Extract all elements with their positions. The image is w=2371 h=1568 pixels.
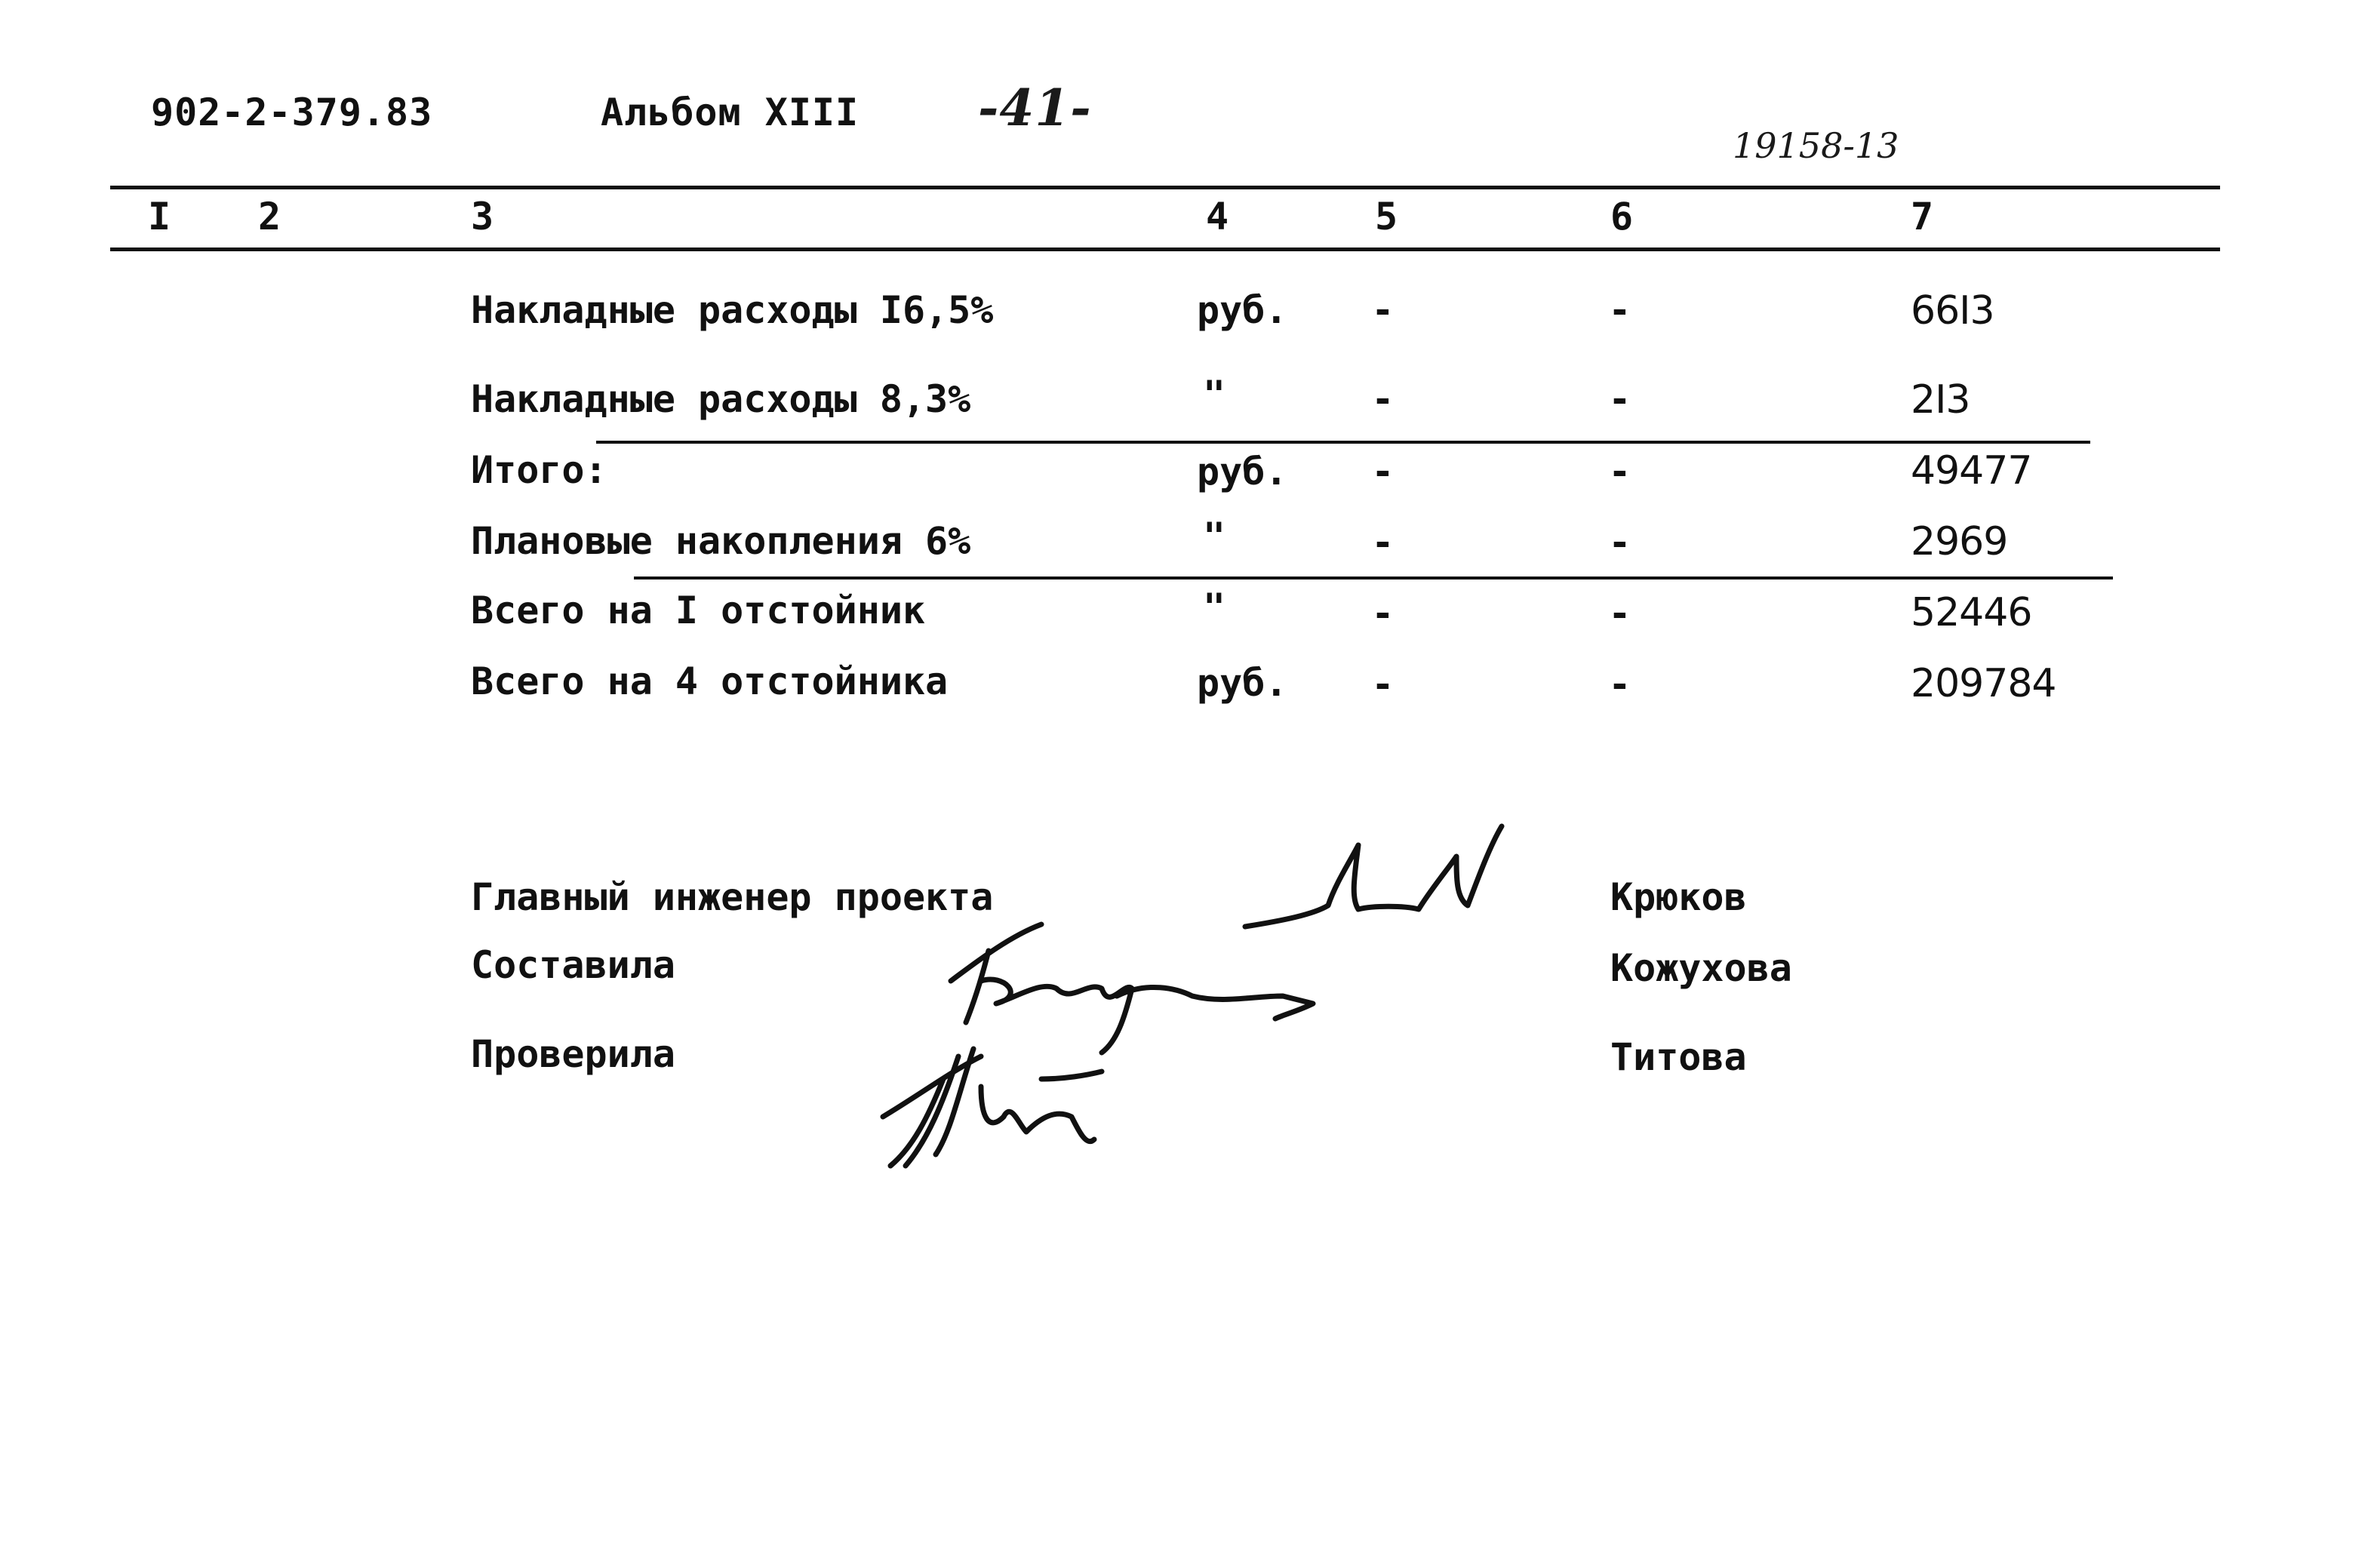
row-col6: -: [1612, 521, 1628, 564]
inventory-number: 19158-13: [1733, 125, 1899, 166]
row-label: Всего на I отстойник: [471, 589, 926, 632]
row-col5: -: [1375, 592, 1391, 635]
table-top-rule: [110, 186, 2220, 189]
row-value: 52446: [1911, 590, 2032, 635]
row-unit: ": [1203, 586, 1226, 629]
column-header-5: 5: [1375, 195, 1398, 238]
row-col5: -: [1375, 377, 1391, 421]
album-label: Альбом XIII: [601, 91, 860, 134]
column-header-2: 2: [258, 195, 281, 238]
row-value: 49477: [1911, 448, 2032, 493]
signature-role-compiled-by: Составила: [471, 943, 675, 987]
row-unit: ": [1203, 373, 1226, 417]
column-header-1: I: [148, 195, 171, 238]
signature-role-checked-by: Проверила: [471, 1032, 675, 1076]
row-label: Всего на 4 отстойника: [471, 659, 949, 703]
signature-compiled-by-mark: [951, 924, 1313, 1053]
row-value: 209784: [1911, 661, 2056, 706]
subtotal-rule: [596, 441, 2090, 444]
column-header-3: 3: [471, 195, 494, 238]
row-label: Итого:: [471, 448, 607, 492]
column-header-4: 4: [1206, 195, 1229, 238]
row-col5: -: [1375, 450, 1391, 493]
page-number: -41-: [978, 78, 1092, 137]
row-col6: -: [1612, 450, 1628, 493]
row-label: Накладные расходы I6,5%: [471, 288, 994, 332]
signature-role-chief-engineer: Главный инженер проекта: [471, 875, 994, 919]
signature-chief-engineer-mark: [1245, 826, 1502, 927]
row-unit: руб.: [1197, 661, 1288, 705]
row-value: 2I3: [1911, 377, 1970, 423]
row-value: 2969: [1911, 519, 2008, 564]
row-col5: -: [1375, 521, 1391, 564]
row-label: Плановые накопления 6%: [471, 519, 971, 563]
row-col6: -: [1612, 288, 1628, 332]
row-col5: -: [1375, 663, 1391, 706]
column-header-7: 7: [1911, 195, 1934, 238]
row-unit: ": [1203, 515, 1226, 558]
signature-name-chief-engineer: Крюков: [1610, 875, 1747, 919]
row-unit: руб.: [1197, 450, 1288, 493]
row-col6: -: [1612, 663, 1628, 706]
table-header-bottom-rule: [110, 247, 2220, 251]
row-unit: руб.: [1197, 288, 1288, 332]
row-value: 66I3: [1911, 288, 1994, 334]
doc-number: 902-2-379.83: [151, 91, 433, 134]
row-label: Накладные расходы 8,3%: [471, 377, 971, 421]
row-col6: -: [1612, 377, 1628, 421]
grand-total-rule: [634, 576, 2113, 580]
column-header-6: 6: [1610, 195, 1634, 238]
row-col5: -: [1375, 288, 1391, 332]
signature-checked-by-mark: [883, 1049, 1102, 1166]
signature-name-checked-by: Титова: [1610, 1035, 1747, 1079]
row-col6: -: [1612, 592, 1628, 635]
signature-name-compiled-by: Кожухова: [1610, 946, 1792, 990]
